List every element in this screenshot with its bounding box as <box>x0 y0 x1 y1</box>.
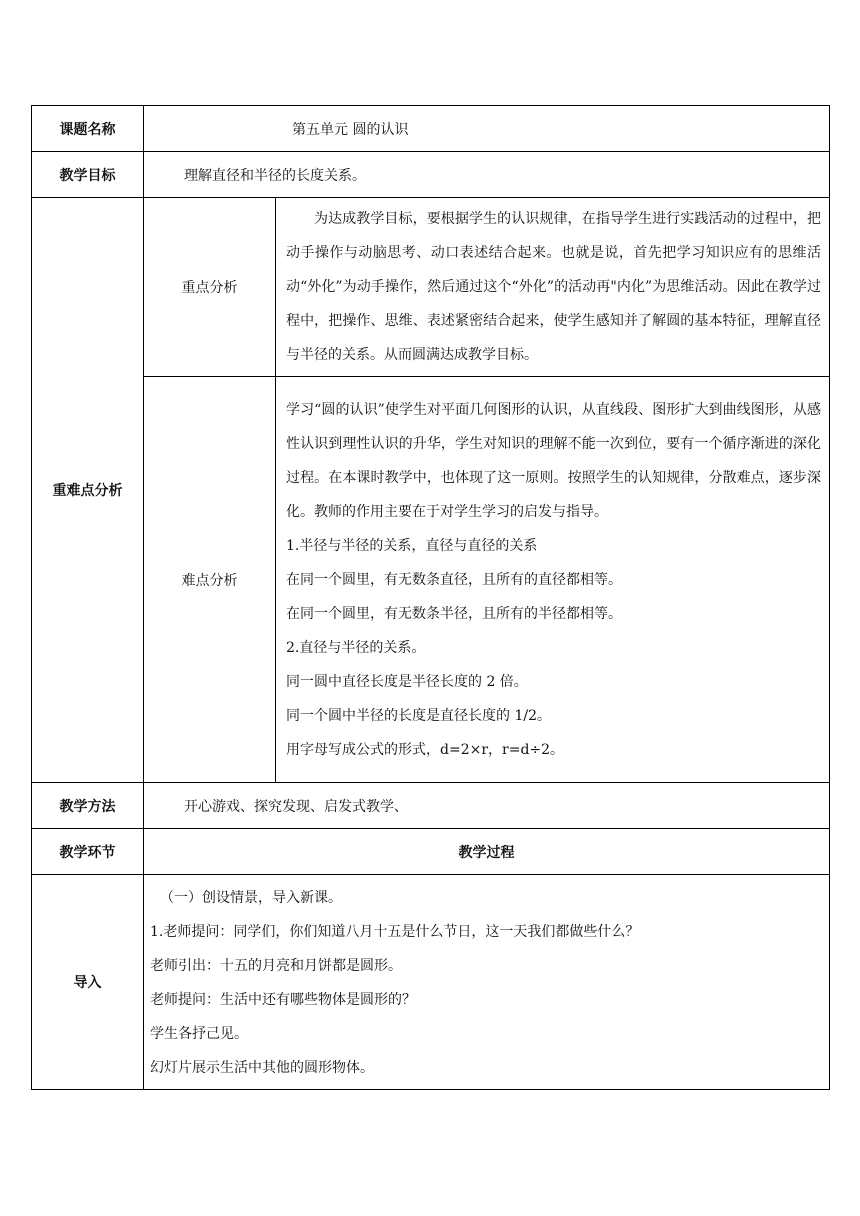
course-row <box>32 106 830 152</box>
intro-line: 老师提问：生活中还有哪些物体是圆形的？ <box>150 992 416 1008</box>
method-row <box>32 783 830 829</box>
difficult-line: 在同一个圆里，有无数条半径，且所有的半径都相等。 <box>286 605 622 622</box>
difficult-line: 2.直径与半径的关系。 <box>286 639 426 656</box>
difficult-point-label: 难点分析 <box>144 377 276 783</box>
difficult-line: 同一个圆中半径的长度是直径长度的 1/2。 <box>286 707 551 724</box>
objective-label: 教学目标 <box>32 152 144 198</box>
difficult-line: 同一圆中直径长度是半径长度的 2 倍。 <box>286 673 528 690</box>
intro-label: 导入 <box>32 875 144 1090</box>
intro-line: 1.老师提问：同学们，你们知道八月十五是什么节日，这一天我们都做些什么？ <box>150 924 640 940</box>
key-point-label: 重点分析 <box>144 198 276 377</box>
course-label: 课题名称 <box>32 106 144 152</box>
intro-line: 幻灯片展示生活中其他的圆形物体。 <box>150 1060 374 1076</box>
process-title: 教学过程 <box>144 829 830 875</box>
intro-row <box>32 875 830 1090</box>
intro-line: 学生各抒己见。 <box>150 1026 248 1042</box>
objective-text: 理解直径和半径的长度关系。 <box>184 167 366 184</box>
intro-text <box>144 875 829 1089</box>
difficult-line: 在同一个圆里，有无数条直径，且所有的直径都相等。 <box>286 571 622 588</box>
analysis-label: 重难点分析 <box>32 198 144 783</box>
intro-line: （一）创设情景，导入新课。 <box>160 890 342 906</box>
method-label: 教学方法 <box>32 783 144 829</box>
course-title: 第五单元 圆的认识 <box>292 121 409 138</box>
difficult-point-text <box>276 389 829 771</box>
lesson-plan-table <box>31 105 830 1090</box>
difficult-line: 学习“圆的认识”使学生对平面几何图形的认识，从直线段、图形扩大到曲线图形，从感性认识到理性认识的升华，学生对知识的理解不能一次到位，要有一个循序渐进的深化过程。在本课时教学中，也体现了这一原则。按照学生的认知规律，分散难点，逐步深化。教师的作用主要在于对学生学习的启发与指导。 <box>286 401 822 520</box>
process-header-row <box>32 829 830 875</box>
objective-row <box>32 152 830 198</box>
intro-line: 老师引出：十五的月亮和月饼都是圆形。 <box>150 958 402 974</box>
method-text: 开心游戏、探究发现、启发式教学、 <box>184 798 408 815</box>
difficult-line: 用字母写成公式的形式，d=2×r，r=d÷2。 <box>286 741 565 758</box>
difficult-line: 1.半径与半径的关系，直径与直径的关系 <box>286 537 538 554</box>
difficult-point-row <box>32 377 830 783</box>
process-stage-label: 教学环节 <box>32 829 144 875</box>
key-point-row <box>32 198 830 377</box>
key-point-text: 为达成教学目标，要根据学生的认识规律，在指导学生进行实践活动的过程中，把动手操作与动脑思考、动口表述结合起来。也就是说，首先把学习知识应有的思维活动“外化”为动手操作，然后通过这个“外化”的活动再"内化”为思维活动。因此在教学过程中，把操作、思维、表述紧密结合起来，使学生感知并了解圆的基本特征，理解直径与半径的关系。从而圆满达成教学目标。 <box>286 211 822 363</box>
